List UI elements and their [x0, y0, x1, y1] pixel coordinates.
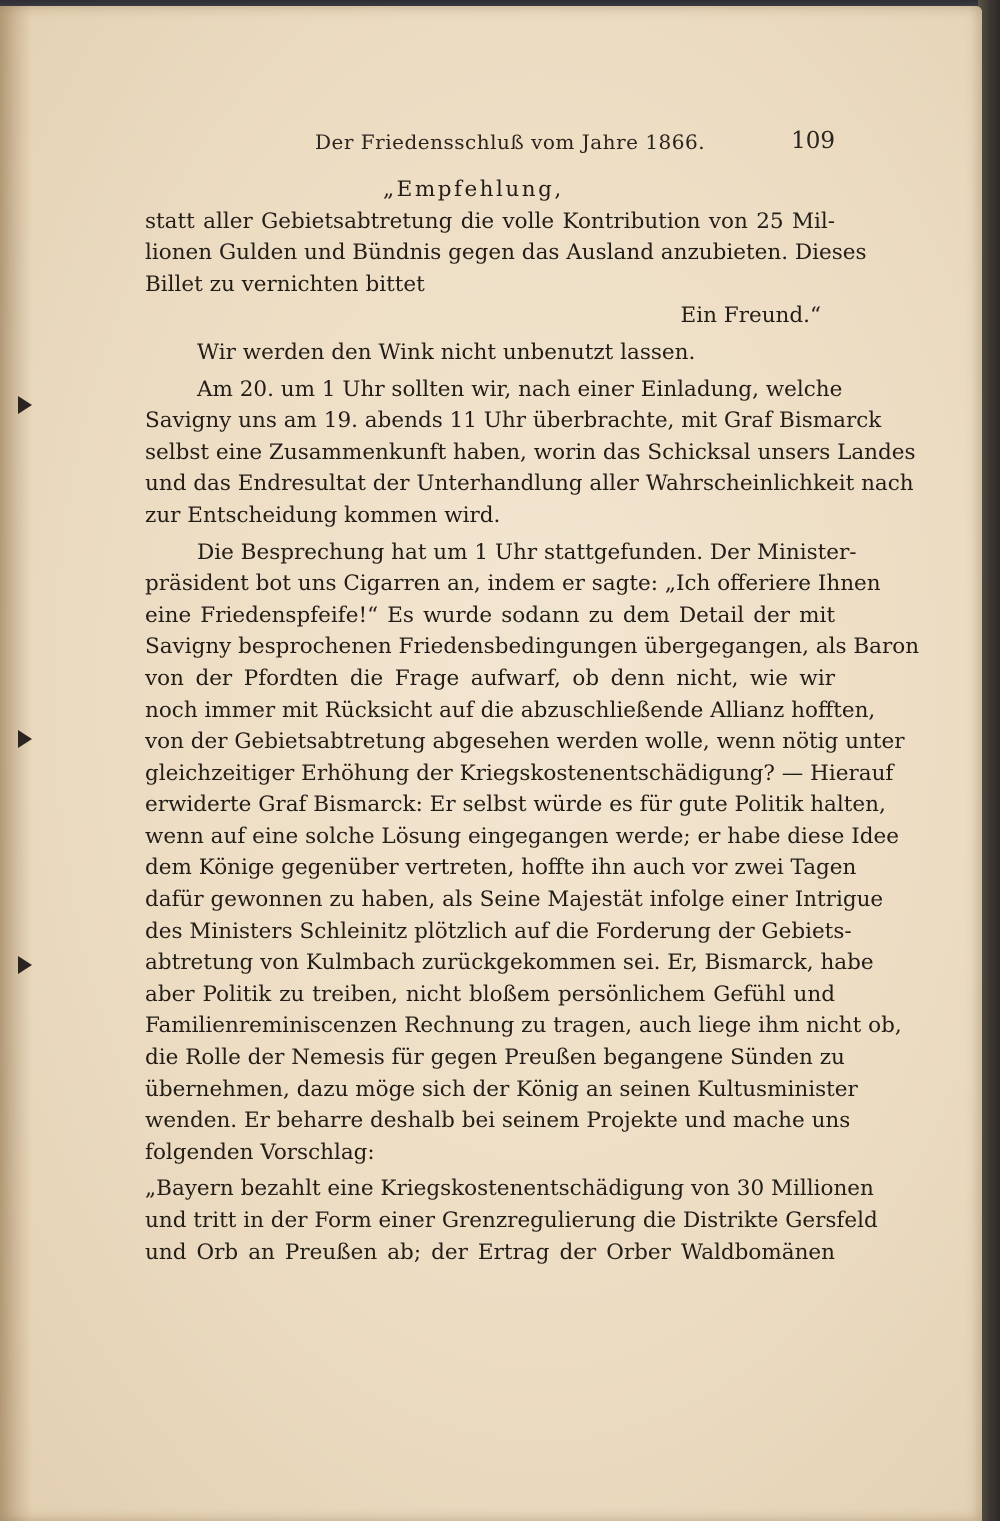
text-line: übernehmen, dazu möge sich der König an seinen Kultusminister [145, 1076, 858, 1102]
text-line: abtretung von Kulmbach zurückgekommen sei. Er, Bismarck, habe [145, 950, 874, 976]
page-header [145, 128, 835, 158]
text-line: dem Könige gegenüber vertreten, hoffte ihn auch vor zwei Tagen [145, 855, 857, 881]
text-line: zur Entscheidung kommen wird. [145, 502, 501, 528]
body-text [145, 174, 920, 1268]
text-line: „Bayern bezahlt eine Kriegskostenentschädigung von 30 Millionen [145, 1176, 874, 1202]
text-line: Savigny besprochenen Friedensbedingungen übergegangen, als Baron [145, 634, 920, 660]
book-page [0, 6, 982, 1521]
text-line: erwiderte Graf Bismarck: Er selbst würde es für gute Politik halten, [145, 792, 886, 818]
text-line: gleichzeitiger Erhöhung der Kriegskostenentschädigung? — Hierauf [145, 760, 894, 786]
page-number: 109 [791, 128, 835, 154]
text-line: selbst eine Zusammenkunft haben, worin das Schicksal unsers Landes [145, 439, 916, 465]
spine-shadow [0, 6, 32, 1521]
text-line: die Rolle der Nemesis für gegen Preußen begangene Sünden zu [145, 1045, 845, 1071]
text-line: Savigny uns am 19. abends 11 Uhr überbrachte, mit Graf Bismarck [145, 408, 882, 434]
text-line: noch immer mit Rücksicht auf die abzuschließende Allianz hofften, [145, 697, 876, 723]
text-line: folgenden Vorschlag: [145, 1139, 375, 1165]
text-line: wenden. Er beharre deshalb bei seinem Projekte und mache uns [145, 1108, 851, 1134]
text-line: und Orb an Preußen ab; der Ertrag der Orber Waldbomänen [145, 1239, 835, 1265]
margin-arrow-icon [18, 396, 32, 414]
text-line: von der Pfordten die Frage aufwarf, ob denn nicht, wie wir [145, 665, 835, 691]
text-line: eine Friedenspfeife!“ Es wurde sodann zu dem Detail der mit [145, 602, 835, 628]
text-line: Billet zu vernichten bittet [145, 271, 425, 297]
text-line: lionen Gulden und Bündnis gegen das Ausland anzubieten. Dieses [145, 240, 867, 266]
text-line: wenn auf eine solche Lösung eingegangen werde; er habe diese Idee [145, 823, 899, 849]
text-line: präsident bot uns Cigarren an, indem er sagte: „Ich offeriere Ihnen [145, 571, 881, 597]
text-line: statt aller Gebietsabtretung die volle Kontribution von 25 Mil- [145, 208, 835, 234]
text-line: und das Endresultat der Unterhandlung aller Wahrscheinlichkeit nach [145, 471, 914, 497]
margin-arrow-icon [18, 730, 32, 748]
running-title: Der Friedensschluß vom Jahre 1866. [315, 130, 706, 154]
text-line: Familienreminiscenzen Rechnung zu tragen, auch liege ihm nicht ob, [145, 1013, 902, 1039]
text-line: „Empfehlung, [383, 177, 564, 202]
signature-line: Ein Freund.“ [680, 303, 821, 329]
text-line: dafür gewonnen zu haben, als Seine Majestät infolge einer Intrigue [145, 887, 884, 913]
text-line: des Ministers Schleinitz plötzlich auf die Forderung der Gebiets- [145, 918, 852, 944]
margin-arrow-icon [18, 956, 32, 974]
text-line: Am 20. um 1 Uhr sollten wir, nach einer Einladung, welche [197, 376, 843, 402]
text-line: und tritt in der Form einer Grenzregulierung die Distrikte Gersfeld [145, 1208, 878, 1233]
text-line: aber Politik zu treiben, nicht bloßem persönlichem Gefühl und [145, 981, 835, 1007]
text-line: Wir werden den Wink nicht unbenutzt lassen. [197, 339, 696, 365]
text-line: Die Besprechung hat um 1 Uhr stattgefunden. Der Minister- [197, 539, 857, 565]
text-line: von der Gebietsabtretung abgesehen werden wolle, wenn nötig unter [145, 729, 905, 755]
